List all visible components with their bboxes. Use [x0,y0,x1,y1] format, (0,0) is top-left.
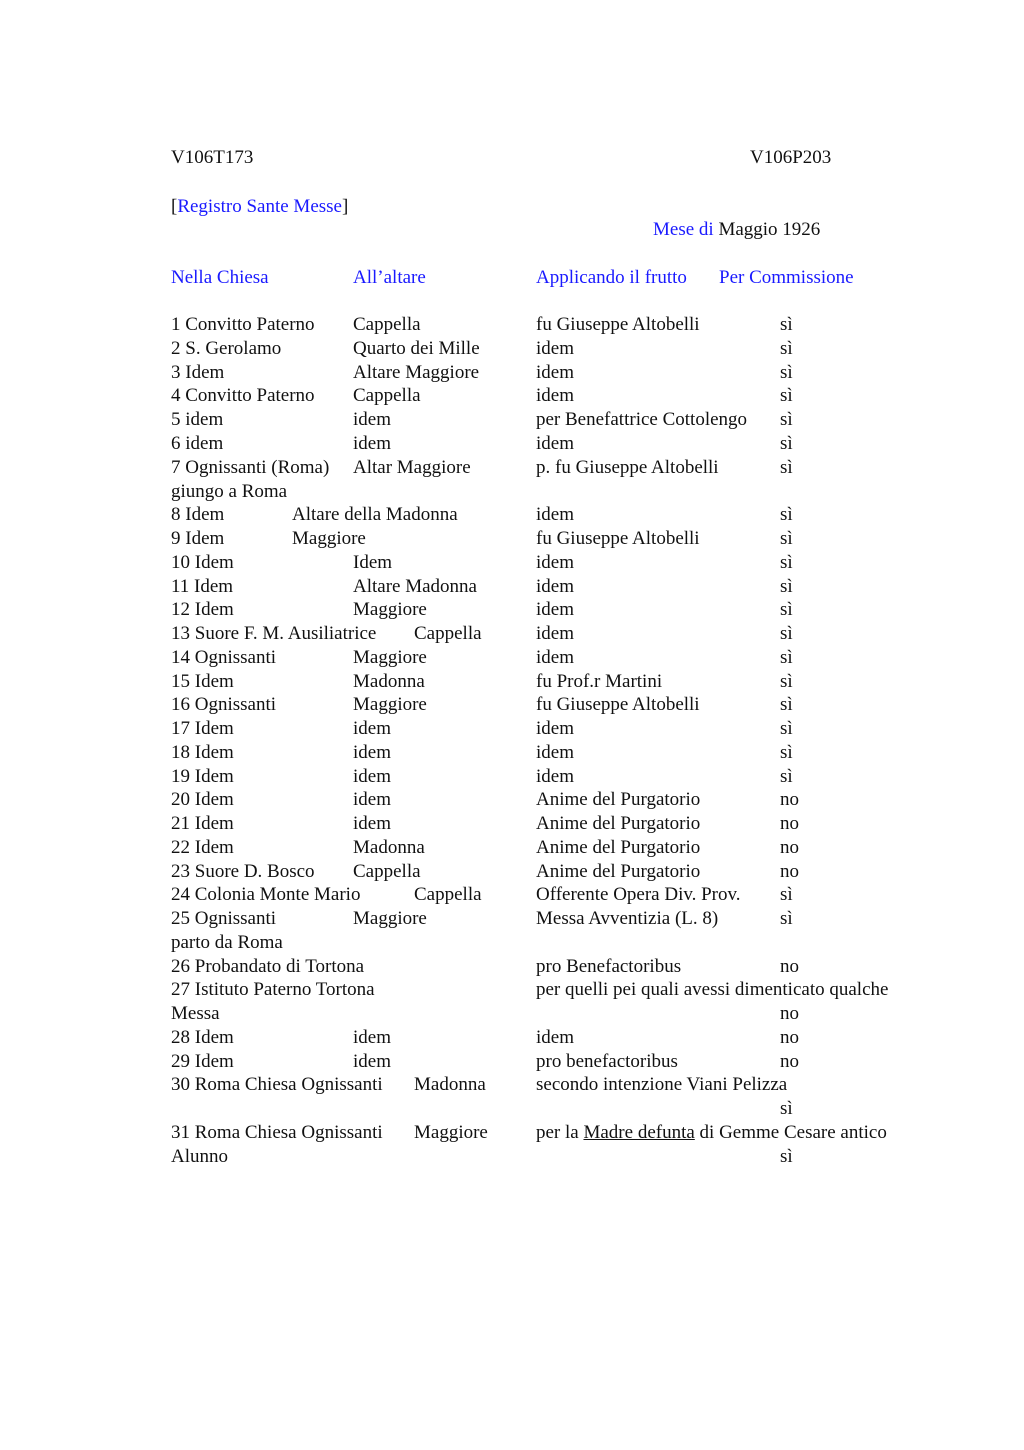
cell-church: 21 Idem [171,813,234,834]
cell-church: 20 Idem [171,789,234,810]
cell-purpose: idem [536,1027,574,1048]
cell-commission: sì [780,908,793,929]
cell-commission: sì [780,884,793,905]
cell-church: 11 Idem [171,576,234,597]
purpose-underlined-text: Madre defunta [583,1122,695,1143]
cell-commission: no [780,1051,799,1072]
cell-purpose: fu Prof.r Martini [536,671,663,692]
cell-purpose: Messa Avventizia (L. 8) [536,908,719,929]
cell-church: Alunno [171,1146,228,1167]
cell-altar: idem [353,1051,391,1072]
cell-commission: no [780,1027,799,1048]
cell-church: 25 Ognissanti [171,908,277,929]
cell-purpose: idem [536,718,574,739]
cell-altar: idem [353,789,391,810]
column-heading-altar: All’altare [353,267,426,288]
cell-altar: idem [353,718,391,739]
cell-commission: sì [780,647,793,668]
cell-commission: sì [780,599,793,620]
cell-purpose: per quelli pei quali avessi dimenticato qualche [536,979,889,1000]
cell-purpose: idem [536,362,574,383]
cell-church: 18 Idem [171,742,234,763]
cell-altar: idem [353,1027,391,1048]
month-label: Mese di [653,219,714,240]
cell-purpose: idem [536,742,574,763]
cell-church: 6 idem [171,433,224,454]
column-heading-church: Nella Chiesa [171,267,269,288]
cell-church: 14 Ognissanti [171,647,277,668]
cell-purpose: idem [536,647,574,668]
cell-church: 5 idem [171,409,224,430]
register-title-text: Registro Sante Messe [177,196,342,217]
cell-commission: no [780,1003,799,1024]
cell-commission: sì [780,671,793,692]
cell-purpose: Offerente Opera Div. Prov. [536,884,741,905]
cell-commission: sì [780,694,793,715]
cell-church: 9 Idem [171,528,225,549]
cell-commission: sì [780,457,793,478]
cell-purpose: Anime del Purgatorio [536,789,701,810]
cell-commission: sì [780,528,793,549]
cell-altar: Altare Madonna [353,576,477,597]
cell-church: 31 Roma Chiesa Ognissanti [171,1122,383,1143]
cell-commission: no [780,813,799,834]
cell-altar: Cappella [353,385,421,406]
cell-altar: Altare della Madonna [292,504,458,525]
cell-altar: Maggiore [353,694,427,715]
purpose-text-after: di Gemme Cesare antico [699,1122,887,1143]
cell-commission: sì [780,385,793,406]
cell-church: Messa [171,1003,220,1024]
bracket-close: ] [341,196,349,217]
cell-altar: Cappella [353,314,421,335]
cell-altar: Cappella [353,861,421,882]
cell-commission: no [780,837,799,858]
cell-commission: no [780,956,799,977]
cell-commission: sì [780,433,793,454]
cell-church: 19 Idem [171,766,234,787]
cell-church: 26 Probandato di Tortona [171,956,365,977]
cell-church: 13 Suore F. M. Ausiliatrice [171,623,377,644]
cell-altar: Cappella [414,884,482,905]
cell-church: 24 Colonia Monte Mario [171,884,361,905]
cell-altar: Idem [353,552,393,573]
cell-purpose: idem [536,766,574,787]
cell-church: 10 Idem [171,552,234,573]
cell-purpose: p. fu Giuseppe Altobelli [536,457,719,478]
cell-church: 7 Ognissanti (Roma) [171,457,330,478]
cell-altar: Madonna [353,671,425,692]
cell-altar: Altare Maggiore [353,362,480,383]
cell-commission: sì [780,314,793,335]
cell-commission: sì [780,576,793,597]
cell-altar: Maggiore [353,647,427,668]
cell-purpose: pro benefactoribus [536,1051,678,1072]
cell-commission: sì [780,766,793,787]
cell-purpose: pro Benefactoribus [536,956,682,977]
cell-commission: sì [780,1146,793,1167]
cell-commission: sì [780,623,793,644]
cell-church: 23 Suore D. Bosco [171,861,315,882]
cell-church: 30 Roma Chiesa Ognissanti [171,1074,383,1095]
cell-purpose: fu Giuseppe Altobelli [536,314,700,335]
cell-altar: Altar Maggiore [353,457,471,478]
month-value: Maggio 1926 [718,219,821,240]
cell-church: 16 Ognissanti [171,694,277,715]
cell-church: 1 Convitto Paterno [171,314,315,335]
cell-altar: idem [353,433,391,454]
cell-church: parto da Roma [171,932,283,953]
cell-purpose: Anime del Purgatorio [536,861,701,882]
cell-church: 2 S. Gerolamo [171,338,282,359]
cell-church: giungo a Roma [171,481,288,502]
register-title [171,195,348,219]
cell-purpose: per Benefattrice Cottolengo [536,409,748,430]
cell-commission: sì [780,742,793,763]
cell-church: 17 Idem [171,718,234,739]
document-code-right: V106P203 [750,147,832,168]
cell-church: 28 Idem [171,1027,234,1048]
cell-commission: no [780,789,799,810]
cell-purpose [536,1121,887,1145]
cell-purpose: fu Giuseppe Altobelli [536,694,700,715]
column-heading-commission: Per Commissione [719,267,854,288]
cell-commission: sì [780,1098,793,1119]
cell-altar: idem [353,766,391,787]
month-heading [653,218,820,242]
cell-altar: Maggiore [292,528,366,549]
cell-commission: no [780,861,799,882]
cell-purpose: idem [536,433,574,454]
cell-purpose: idem [536,576,574,597]
cell-commission: sì [780,338,793,359]
cell-purpose: idem [536,338,574,359]
cell-altar: Maggiore [414,1122,488,1143]
cell-altar: idem [353,742,391,763]
cell-purpose: idem [536,385,574,406]
cell-church: 22 Idem [171,837,234,858]
cell-commission: sì [780,504,793,525]
purpose-text-before: per la [536,1122,579,1143]
cell-church: 15 Idem [171,671,234,692]
cell-purpose: idem [536,623,574,644]
cell-altar: Quarto dei Mille [353,338,480,359]
cell-altar: Cappella [414,623,482,644]
cell-commission: sì [780,718,793,739]
cell-altar: Madonna [353,837,425,858]
cell-church: 29 Idem [171,1051,234,1072]
cell-purpose: Anime del Purgatorio [536,837,701,858]
cell-commission: sì [780,362,793,383]
cell-altar: Madonna [414,1074,486,1095]
cell-altar: idem [353,409,391,430]
cell-purpose: idem [536,599,574,620]
cell-purpose: secondo intenzione Viani Pelizza [536,1074,788,1095]
cell-church: 27 Istituto Paterno Tortona [171,979,375,1000]
cell-purpose: fu Giuseppe Altobelli [536,528,700,549]
cell-altar: Maggiore [353,908,427,929]
bracket-open: [ [171,196,178,217]
cell-church: 4 Convitto Paterno [171,385,315,406]
cell-altar: Maggiore [353,599,427,620]
column-heading-purpose: Applicando il frutto [536,267,687,288]
cell-church: 8 Idem [171,504,225,525]
cell-commission: sì [780,409,793,430]
cell-purpose: idem [536,504,574,525]
cell-church: 3 Idem [171,362,225,383]
document-code-left: V106T173 [171,147,254,168]
cell-church: 12 Idem [171,599,234,620]
cell-purpose: idem [536,552,574,573]
cell-purpose: Anime del Purgatorio [536,813,701,834]
cell-altar: idem [353,813,391,834]
cell-commission: sì [780,552,793,573]
